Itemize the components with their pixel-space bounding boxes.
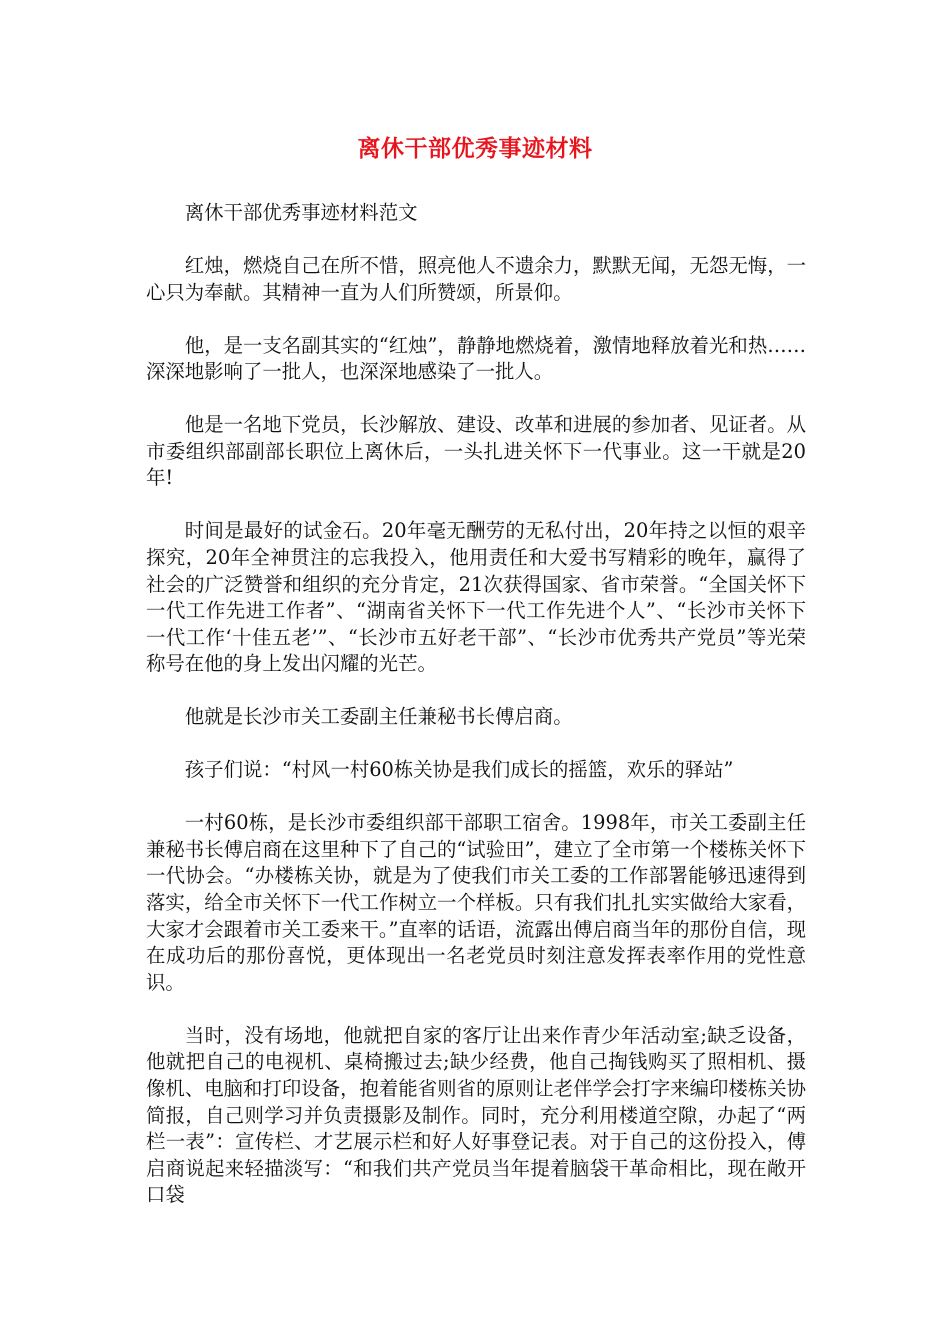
- paragraph: 时间是最好的试金石。20年毫无酬劳的无私付出，20年持之以恒的艰辛探究，20年全神贯注的忘我投入，他用责任和大爱书写精彩的晚年，赢得了社会的广泛赞誉和组织的充分肯定，21次获得国家、省市荣誉。“全国关怀下一代工作先进工作者”、“湖南省关怀下一代工作先进个人”、“长沙市关怀下一代工作‘十佳五老’”、“长沙市五好老干部”、“长沙市优秀共产党员”等光荣称号在他的身上发出闪耀的光芒。: [146, 519, 806, 676]
- document-body: [146, 200, 806, 1235]
- paragraph: 他，是一支名副其实的“红烛”，静静地燃烧着，激情地释放着光和热……深深地影响了一批人，也深深地感染了一批人。: [146, 333, 806, 384]
- paragraph: 一村60栋，是长沙市委组织部干部职工宿舍。1998年，市关工委副主任兼秘书长傅启商在这里种下了自己的“试验田”，建立了全市第一个楼栋关怀下一代协会。“办楼栋关协，就是为了使我们市关工委的工作部署能够迅速得到落实，给全市关怀下一代工作树立一个样板。只有我们扎扎实实做给大家看，大家才会跟着市关工委来干。”直率的话语，流露出傅启商当年的那份自信，现在成功后的那份喜悦，更体现出一名老党员时刻注意发挥表率作用的党性意识。: [146, 811, 806, 994]
- paragraph: 红烛，燃烧自己在所不惜，照亮他人不遗余力，默默无闻，无怨无悔，一心只为奉献。其精神一直为人们所赞颂，所景仰。: [146, 253, 806, 304]
- paragraph: 他是一名地下党员，长沙解放、建设、改革和进展的参加者、见证者。从市委组织部副部长职位上离休后，一头扎进关怀下一代事业。这一干就是20年!: [146, 413, 806, 490]
- paragraph: 当时，没有场地，他就把自家的客厅让出来作青少年活动室;缺乏设备，他就把自己的电视机、桌椅搬过去;缺少经费，他自己掏钱购买了照相机、摄像机、电脑和打印设备，抱着能省则省的原则让老伴学会打字来编印楼栋关协简报，自己则学习并负责摄影及制作。同时，充分利用楼道空隙，办起了“两栏一表”：宣传栏、才艺展示栏和好人好事登记表。对于自己的这份投入，傅启商说起来轻描淡写：“和我们共产党员当年提着脑袋干革命相比，现在敞开口袋: [146, 1023, 806, 1207]
- paragraph: 他就是长沙市关工委副主任兼秘书长傅启商。: [184, 705, 573, 729]
- paragraph: 孩子们说：“村风一村60栋关协是我们成长的摇篮，欢乐的驿站”: [184, 758, 734, 782]
- document-title: 离休干部优秀事迹材料: [357, 136, 593, 162]
- paragraph-subtitle: 离休干部优秀事迹材料范文: [184, 201, 418, 224]
